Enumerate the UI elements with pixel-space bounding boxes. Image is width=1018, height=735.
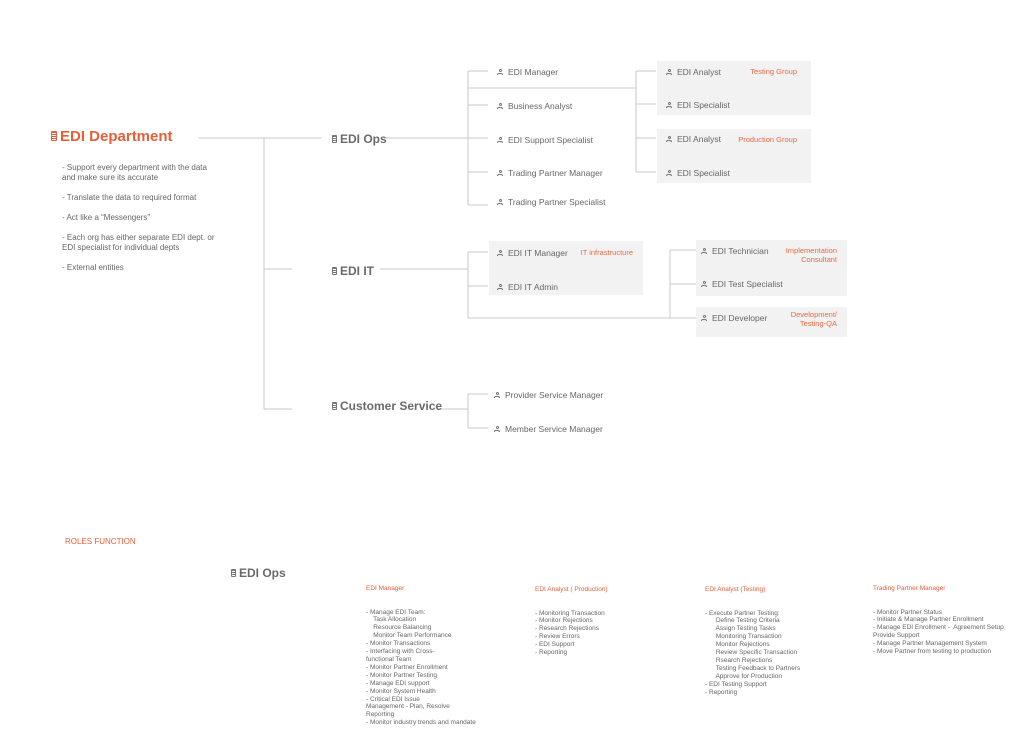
person-icon (497, 284, 503, 290)
person-icon (494, 426, 500, 432)
function-column-title: EDI Analyst ( Production) (535, 585, 608, 593)
building-icon (332, 135, 337, 143)
edi-it-node: EDI IT (332, 264, 374, 278)
function-column-edi-analyst-production (535, 570, 608, 665)
building-icon (332, 402, 337, 410)
role-edi-technician: EDI Technician (701, 246, 769, 256)
function-column-edi-manager (366, 569, 476, 735)
building-icon (51, 131, 57, 141)
note-line: - Act like a “Messengers” (62, 213, 151, 222)
label-line: Consultant (801, 255, 837, 264)
person-icon (701, 315, 707, 321)
role-edi-test-specialist: EDI Test Specialist (701, 279, 783, 289)
label-line: Testing-QA (799, 319, 837, 328)
function-column-body: - Monitoring Transaction - Monitor Rejections - Research Rejections - Review Errors - EDI Support - Reporting (535, 609, 605, 657)
role-trading-partner-specialist: Trading Partner Specialist (497, 197, 605, 207)
note-line: - Support every department with the data (62, 163, 207, 172)
person-icon (497, 103, 503, 109)
person-icon (666, 170, 672, 176)
it-infrastructure-label: IT infrastructure (580, 248, 633, 257)
label-line: Development/ (790, 310, 837, 319)
role-edi-specialist-production: EDI Specialist (666, 168, 730, 178)
person-icon (497, 69, 503, 75)
production-group-label: Production Group (738, 135, 797, 144)
person-icon (497, 170, 503, 176)
role-edi-analyst-production: EDI Analyst (666, 134, 721, 144)
building-icon (231, 569, 236, 577)
implementation-consultant-label (770, 246, 837, 264)
role-trading-partner-manager: Trading Partner Manager (497, 168, 603, 178)
person-icon (666, 69, 672, 75)
note-line: - Each org has either separate EDI dept. or (62, 233, 215, 242)
role-edi-developer: EDI Developer (701, 313, 767, 323)
role-provider-service-manager: Provider Service Manager (494, 390, 603, 400)
person-icon (497, 199, 503, 205)
function-column-title: Trading Partner Manager (873, 584, 946, 592)
function-column-title: EDI Manager (366, 584, 405, 592)
department-notes (62, 163, 215, 273)
function-column-trading-partner-manager (873, 569, 1004, 664)
roles-function-heading: ROLES FUNCTION (65, 537, 136, 546)
customer-service-node: Customer Service (332, 399, 442, 413)
role-edi-analyst-testing: EDI Analyst (666, 67, 721, 77)
note-line: and make sure its accurate (62, 173, 159, 182)
function-column-edi-analyst-testing (705, 570, 800, 704)
function-column-body: - Manage EDI Team: Task Allocation Resource Balancing Monitor Team Performance - Monitor Transactions - Interfacing with Cross- functional Team - Monitor Partner Enrollment - Monitor Partner Testing - Manage EDI support - Monitor System Health - Critical EDI Issue Management - Plan, Resolve Reporting - Monitor industry trends and mandate (366, 608, 476, 727)
role-member-service-manager: Member Service Manager (494, 424, 603, 434)
role-edi-support-specialist: EDI Support Specialist (497, 135, 593, 145)
role-edi-it-manager: EDI IT Manager (497, 248, 568, 258)
testing-group-label: Testing Group (750, 67, 797, 76)
label-line: Implementation (785, 246, 837, 255)
development-testing-label (770, 310, 837, 328)
person-icon (666, 136, 672, 142)
role-edi-manager: EDI Manager (497, 67, 558, 77)
note-line: - External entities (62, 263, 124, 272)
person-icon (701, 281, 707, 287)
role-business-analyst: Business Analyst (497, 101, 572, 111)
function-column-body: - Monitor Partner Status - Initiate & Manage Partner Enrollment - Manage EDI Enrollment - Agreement Setup Provide Support - Manage Partner Management System - Move Partner from testing to production (873, 608, 1004, 656)
edi-ops-node: EDI Ops (332, 132, 387, 146)
function-column-body: - Execute Partner Testing: Define Testing Criteria Assign Testing Tasks Monitoring Transaction Monitor Rejections Review Specific Transaction Rsearch Rejections Testing Feedback to Partners Approve for Production - EDI Testing Support - Reporting (705, 609, 801, 696)
function-column-title: EDI Analyst (Testing) (705, 585, 766, 593)
note-line: - Translate the data to required format (62, 193, 197, 202)
roles-function-edi-ops: EDI Ops (231, 566, 286, 580)
person-icon (494, 392, 500, 398)
department-title: EDI Department (51, 128, 173, 145)
person-icon (701, 248, 707, 254)
person-icon (497, 137, 503, 143)
building-icon (332, 267, 337, 275)
person-icon (666, 102, 672, 108)
role-edi-it-admin: EDI IT Admin (497, 282, 558, 292)
role-edi-specialist-testing: EDI Specialist (666, 100, 730, 110)
person-icon (497, 250, 503, 256)
note-line: EDI specialist for individual depts (62, 243, 180, 252)
